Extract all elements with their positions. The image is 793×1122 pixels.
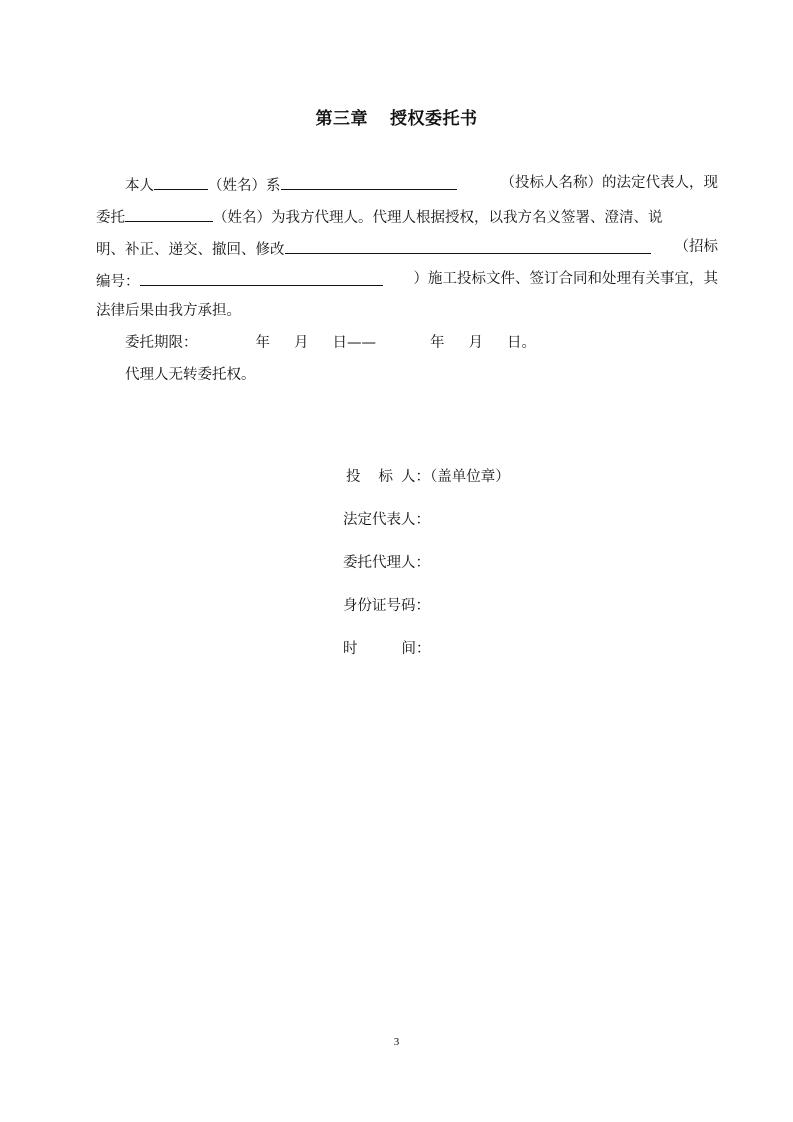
id-number-label: 身份证号码： [343, 598, 430, 614]
agent-label: 委托代理人： [343, 555, 430, 571]
bidder-char-1: 投 [346, 469, 361, 485]
signature-bidder [346, 467, 510, 487]
text-legal-representative: （投标人名称）的法定代表人，现 [500, 175, 718, 191]
signature-agent [343, 553, 430, 573]
legal-rep-label: 法定代表人： [343, 512, 430, 528]
text-construction-bid: ）施工投标文件、签订合同和处理有关事宜，其 [413, 271, 718, 287]
bidder-seal-label: 人：（盖单位章） [401, 469, 510, 485]
term-end-day: 日。 [507, 335, 536, 351]
text-legal-consequences: 法律后果由我方承担。 [96, 303, 241, 319]
tender-number-blank-field[interactable] [140, 269, 383, 286]
term-end-year: 年 [430, 335, 445, 351]
signature-time [343, 639, 431, 659]
project-name-blank-field[interactable] [285, 237, 651, 254]
bidder-name-blank-field[interactable] [281, 173, 457, 190]
term-start-year: 年 [255, 335, 270, 351]
paragraph-line-1 [96, 173, 718, 193]
paragraph-line-3 [96, 237, 718, 257]
term-end-month: 月 [468, 335, 483, 351]
term-start-day: 日—— [332, 335, 376, 351]
signature-id-number [343, 596, 430, 616]
page-title [0, 104, 793, 129]
text-agent-authority: （姓名）为我方代理人。代理人根据授权，以我方名义签署、澄清、说 [213, 210, 663, 226]
page-number: 3 [393, 1036, 400, 1048]
time-char-1: 时 [343, 641, 358, 657]
text-number-label: 编号： [96, 274, 140, 290]
text-name-is: （姓名）系 [208, 178, 281, 194]
paragraph-line-5 [96, 301, 241, 321]
term-start-month: 月 [294, 335, 309, 351]
text-principal: 本人 [125, 178, 154, 194]
text-actions: 明、补正、递交、撤回、修改 [96, 242, 285, 258]
name-blank-field[interactable] [154, 173, 208, 190]
time-char-2: 间： [401, 641, 431, 657]
entrustment-term [125, 333, 536, 353]
paragraph-line-4 [96, 269, 718, 289]
text-no-subdelegation: 代理人无转委托权。 [125, 367, 256, 383]
no-subdelegation-clause [125, 365, 256, 385]
chapter-label: 第三章 [315, 109, 368, 129]
text-tender: （招标 [674, 239, 718, 255]
term-label: 委托期限： [125, 335, 198, 351]
document-name: 授权委托书 [390, 109, 478, 129]
text-entrust: 委托 [96, 210, 125, 226]
agent-name-blank-field[interactable] [125, 205, 213, 222]
paragraph-line-2 [96, 205, 663, 225]
bidder-char-2: 标 [378, 469, 393, 485]
signature-legal-representative [343, 510, 430, 530]
